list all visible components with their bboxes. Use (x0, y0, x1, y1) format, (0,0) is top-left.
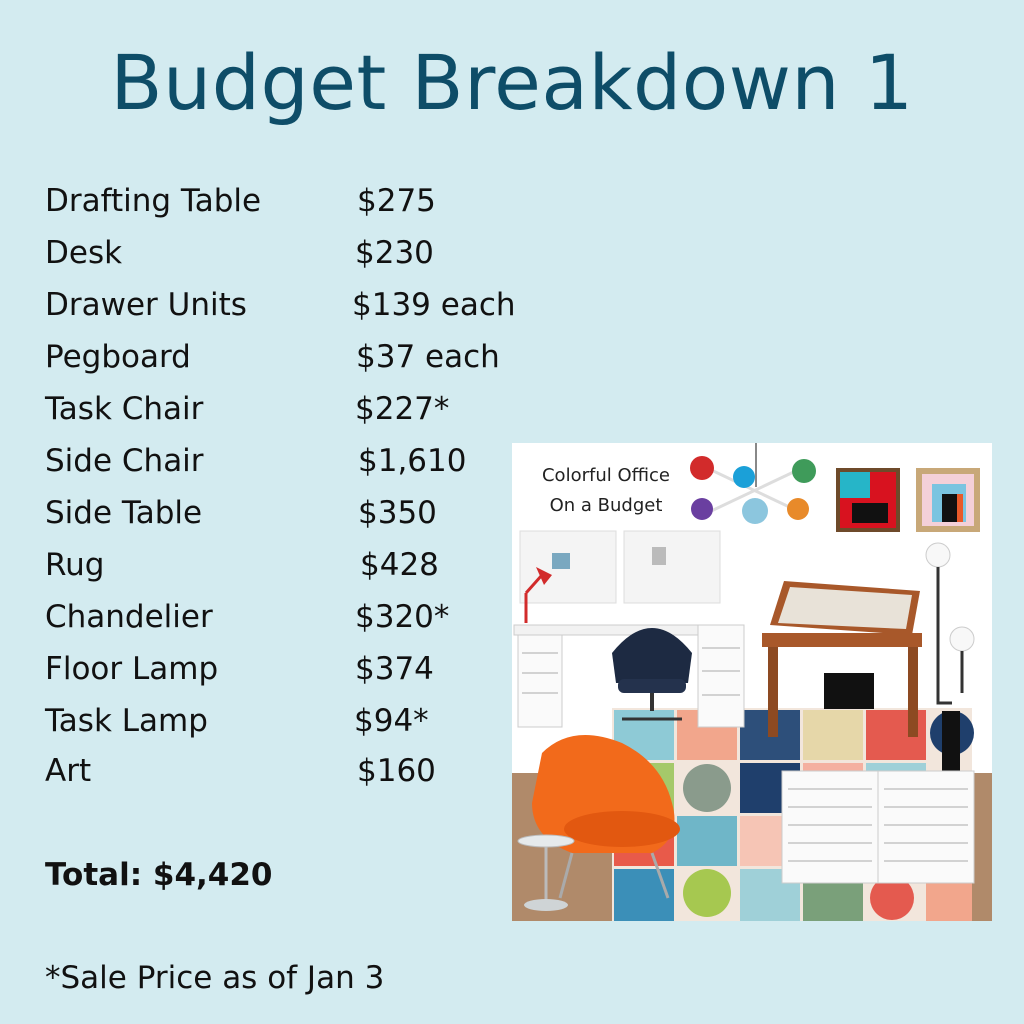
item-price: $275 (357, 183, 436, 219)
item-name: Drawer Units (45, 287, 247, 323)
item-price: $1,610 (358, 443, 467, 479)
item-price: $227* (355, 391, 450, 427)
item-name: Rug (45, 547, 105, 583)
item-name: Floor Lamp (45, 651, 219, 687)
moodboard-title-line2: On a Budget (549, 495, 663, 516)
page-title: Budget Breakdown 1 (110, 38, 914, 127)
item-name: Task Chair (45, 391, 204, 427)
item-price: $428 (360, 547, 439, 583)
item-name: Drafting Table (45, 183, 262, 219)
item-price: $374 (355, 651, 434, 687)
item-name: Chandelier (45, 599, 213, 635)
item-price: $230 (355, 235, 434, 271)
moodboard-title (526, 461, 686, 521)
item-name: Pegboard (45, 339, 191, 375)
item-price: $320* (355, 599, 450, 635)
moodboard-image (512, 443, 992, 921)
item-price: $160 (357, 753, 436, 789)
total-label: Total: $4,420 (45, 857, 273, 893)
item-name: Art (45, 753, 92, 789)
pegboard-illustration (520, 531, 720, 603)
drawer-units-illustration (782, 771, 974, 883)
task-chair-illustration (612, 628, 692, 719)
moodboard-title-line1: Colorful Office (541, 465, 670, 486)
item-name: Task Lamp (45, 703, 208, 739)
item-price: $139 each (352, 287, 516, 323)
art-prints (836, 468, 980, 532)
item-name: Desk (45, 235, 123, 271)
chandelier-illustration (690, 443, 816, 524)
item-price: $94* (354, 703, 429, 739)
item-price: $37 each (356, 339, 500, 375)
item-name: Side Chair (45, 443, 204, 479)
item-price: $350 (358, 495, 437, 531)
item-name: Side Table (45, 495, 203, 531)
sale-footnote: *Sale Price as of Jan 3 (45, 960, 385, 996)
